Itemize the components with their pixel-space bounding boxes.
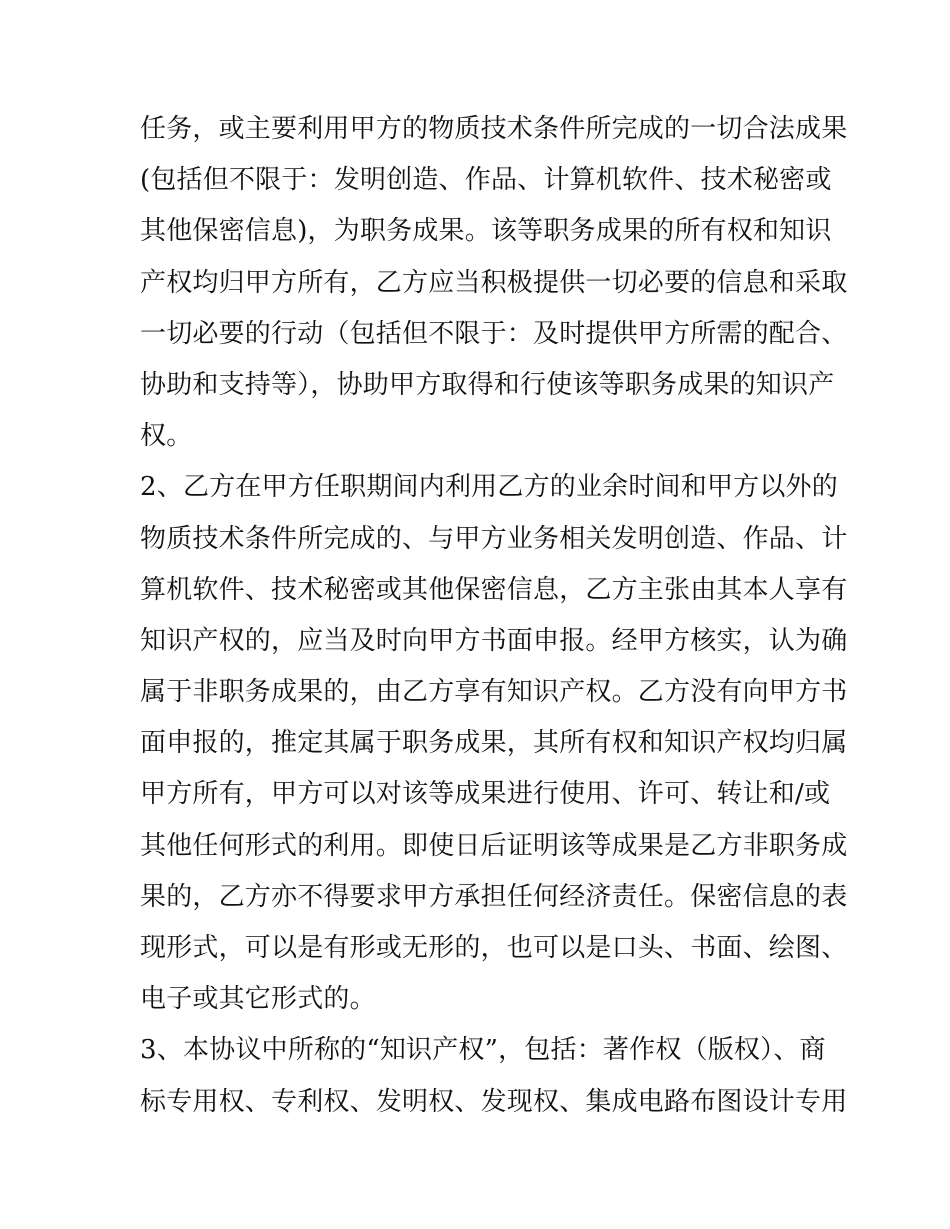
text-line: 协助和支持等），协助甲方取得和行使该等职务成果的知识产 — [140, 369, 835, 400]
text-line: 标专用权、专利权、发明权、发现权、集成电路布图设计专用 — [140, 1086, 848, 1117]
text-line: 现形式，可以是有形或无形的，也可以是口头、书面、绘图、 — [140, 933, 848, 963]
text-line: 物质技术条件所完成的、与甲方业务相关发明创造、作品、计 — [140, 523, 848, 554]
text-line: 2、乙方在甲方任职期间内利用乙方的业余时间和甲方以外的 — [140, 472, 838, 503]
text-line: 其他任何形式的利用。即使日后证明该等成果是乙方非职务成 — [140, 830, 848, 861]
text-line: 面申报的，推定其属于职务成果，其所有权和知识产权均归属 — [140, 728, 848, 759]
text-line: 算机软件、技术秘密或其他保密信息，乙方主张由其本人享有 — [140, 574, 848, 605]
text-line: 属于非职务成果的，由乙方享有知识产权。乙方没有向甲方书 — [140, 677, 848, 708]
text-line: 产权均归甲方所有，乙方应当积极提供一切必要的信息和采取 — [140, 267, 848, 298]
text-line: 任务，或主要利用甲方的物质技术条件所完成的一切合法成果 — [140, 114, 848, 144]
text-line: 甲方所有，甲方可以对该等成果进行使用、许可、转让和/或 — [140, 779, 831, 810]
text-line: 果的，乙方亦不得要求甲方承担任何经济责任。保密信息的表 — [140, 881, 848, 912]
text-line: 权。 — [140, 421, 193, 452]
text-line: 一切必要的行动（包括但不限于：及时提供甲方所需的配合、 — [140, 318, 848, 349]
text-line: 其他保密信息)，为职务成果。该等职务成果的所有权和知识 — [140, 216, 832, 247]
text-line: 3、本协议中所称的“知识产权”，包括：著作权（版权）、商 — [140, 1035, 826, 1066]
text-line: (包括但不限于：发明创造、作品、计算机软件、技术秘密或 — [140, 165, 832, 196]
text-line: 知识产权的，应当及时向甲方书面申报。经甲方核实，认为确 — [140, 625, 848, 656]
text-line: 电子或其它形式的。 — [140, 984, 376, 1015]
document-body — [140, 104, 848, 1128]
